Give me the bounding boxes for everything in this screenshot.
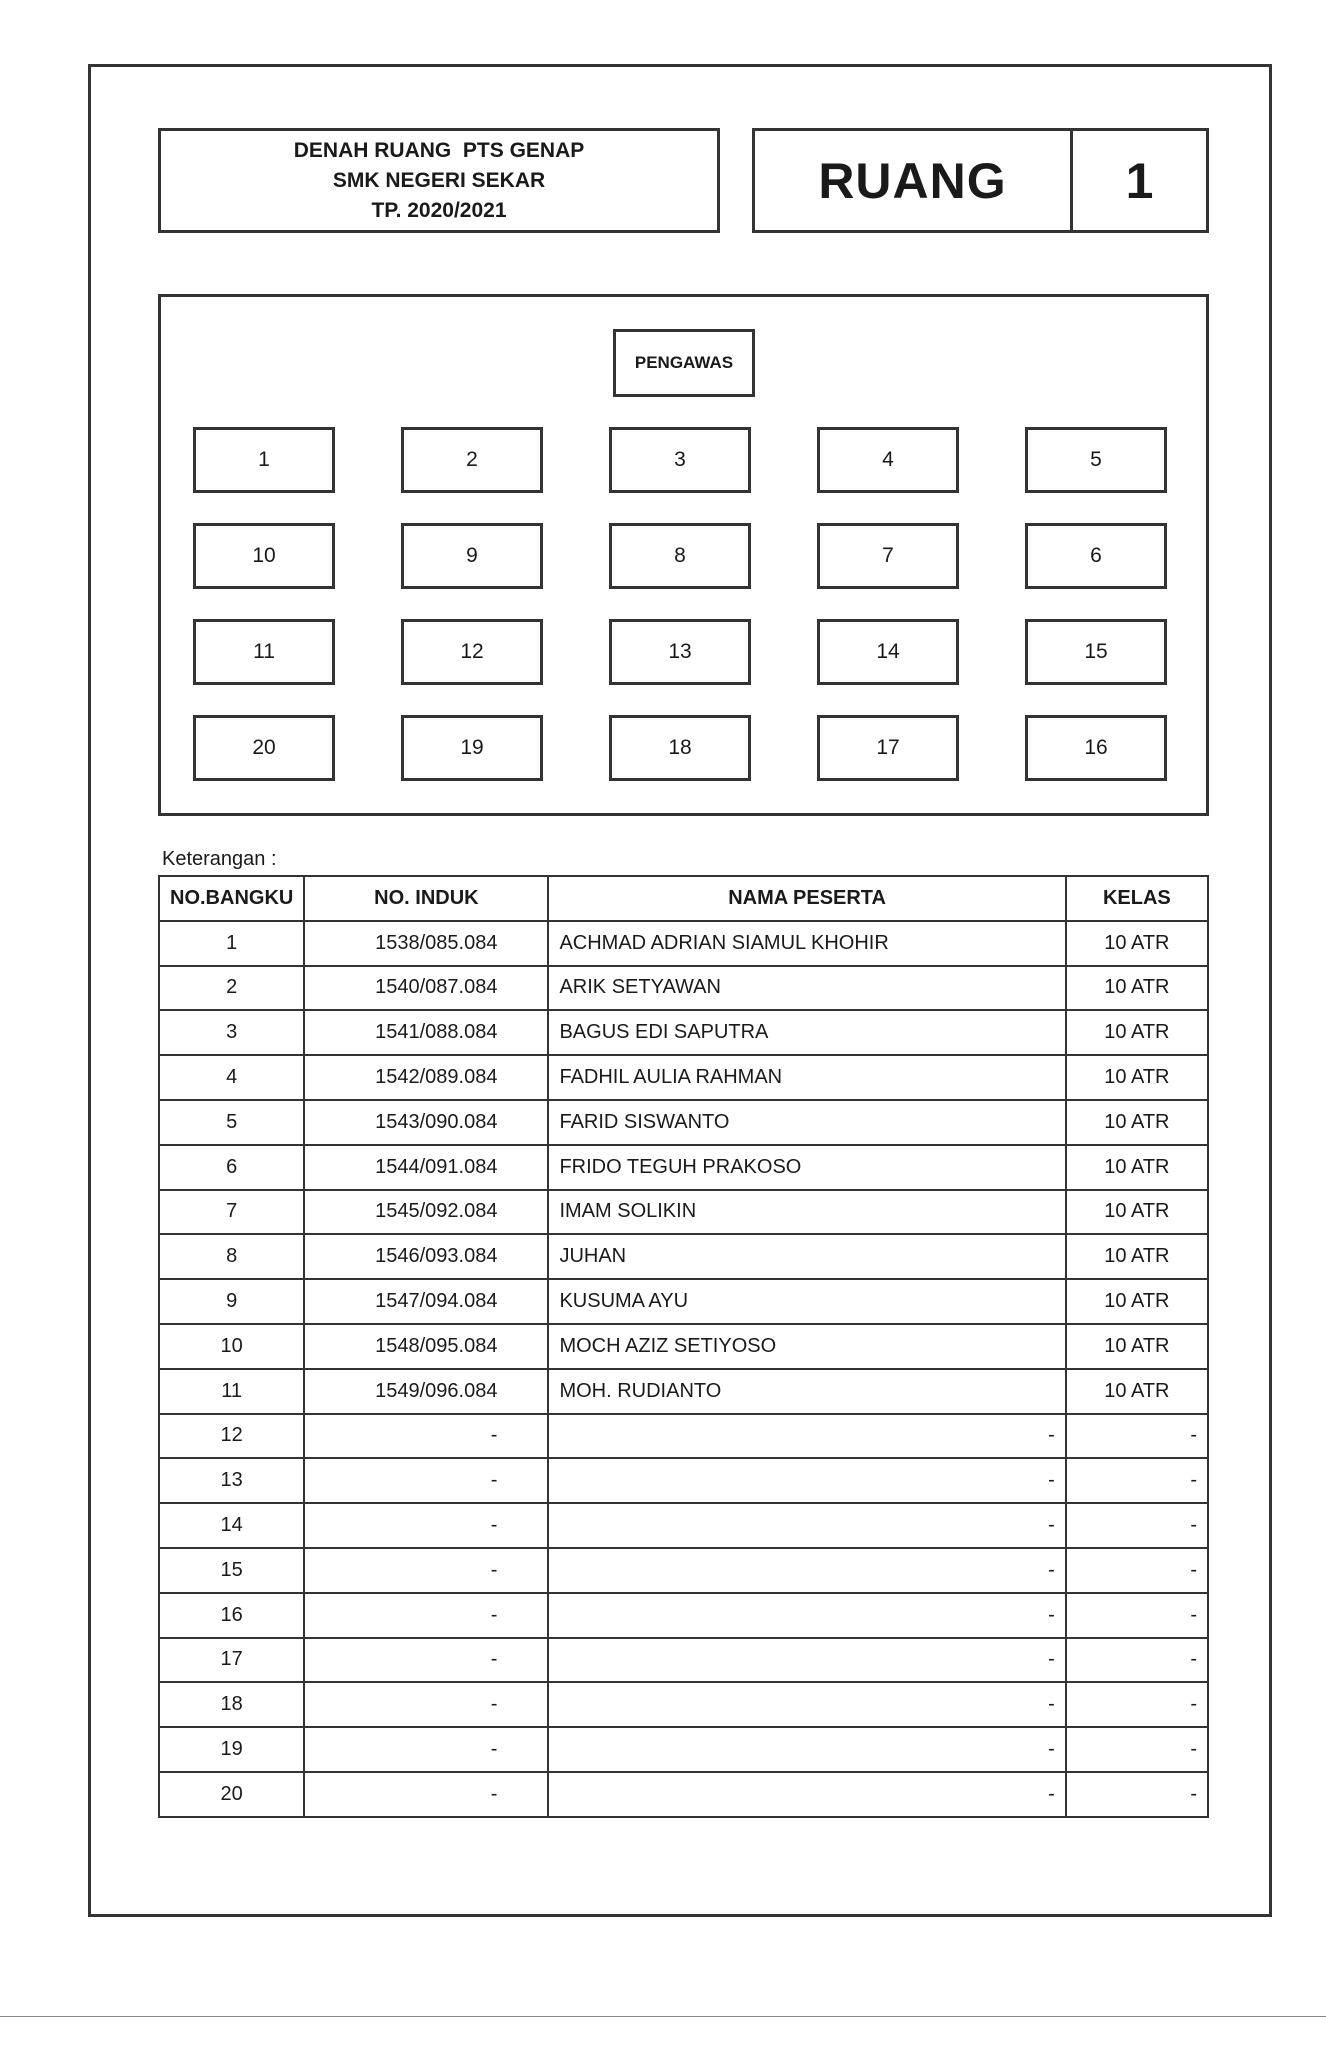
desk-19: 19 bbox=[401, 715, 543, 781]
bench-number-cell: 1 bbox=[159, 921, 304, 966]
bench-number-cell: 13 bbox=[159, 1458, 304, 1503]
student-id-cell: 1549/096.084 bbox=[304, 1369, 548, 1414]
participant-name-cell: - bbox=[548, 1727, 1065, 1772]
participant-name-cell: BAGUS EDI SAPUTRA bbox=[548, 1010, 1065, 1055]
table-row bbox=[159, 1503, 1208, 1548]
participant-name-cell: - bbox=[548, 1682, 1065, 1727]
class-cell: - bbox=[1066, 1548, 1208, 1593]
student-id-cell: 1546/093.084 bbox=[304, 1234, 548, 1279]
desk-16: 16 bbox=[1025, 715, 1167, 781]
desk-9: 9 bbox=[401, 523, 543, 589]
bench-number-cell: 5 bbox=[159, 1100, 304, 1145]
table-row bbox=[159, 1234, 1208, 1279]
student-id-cell: 1547/094.084 bbox=[304, 1279, 548, 1324]
table-row bbox=[159, 1772, 1208, 1817]
participant-name-cell: MOCH AZIZ SETIYOSO bbox=[548, 1324, 1065, 1369]
participant-name-cell: IMAM SOLIKIN bbox=[548, 1190, 1065, 1235]
desk-11: 11 bbox=[193, 619, 335, 685]
class-cell: 10 ATR bbox=[1066, 1100, 1208, 1145]
table-row bbox=[159, 921, 1208, 966]
participant-name-cell: - bbox=[548, 1414, 1065, 1459]
participant-name-cell: - bbox=[548, 1548, 1065, 1593]
desk-8: 8 bbox=[609, 523, 751, 589]
bench-number-cell: 9 bbox=[159, 1279, 304, 1324]
bench-number-cell: 2 bbox=[159, 966, 304, 1011]
class-cell: 10 ATR bbox=[1066, 966, 1208, 1011]
class-cell: 10 ATR bbox=[1066, 1055, 1208, 1100]
class-cell: - bbox=[1066, 1727, 1208, 1772]
participant-name-cell: MOH. RUDIANTO bbox=[548, 1369, 1065, 1414]
class-cell: - bbox=[1066, 1682, 1208, 1727]
bench-number-cell: 6 bbox=[159, 1145, 304, 1190]
desk-5: 5 bbox=[1025, 427, 1167, 493]
student-id-cell: 1543/090.084 bbox=[304, 1100, 548, 1145]
student-id-cell: - bbox=[304, 1548, 548, 1593]
desk-6: 6 bbox=[1025, 523, 1167, 589]
title-line-1: DENAH RUANG PTS GENAP bbox=[293, 138, 585, 162]
class-cell: 10 ATR bbox=[1066, 1324, 1208, 1369]
title-line-2: SMK NEGERI SEKAR bbox=[332, 168, 546, 192]
participant-name-cell: - bbox=[548, 1458, 1065, 1503]
table-row bbox=[159, 1369, 1208, 1414]
student-id-cell: 1541/088.084 bbox=[304, 1010, 548, 1055]
bench-number-cell: 20 bbox=[159, 1772, 304, 1817]
class-cell: 10 ATR bbox=[1066, 1369, 1208, 1414]
table-row bbox=[159, 1727, 1208, 1772]
participant-name-cell: - bbox=[548, 1593, 1065, 1638]
desk-10: 10 bbox=[193, 523, 335, 589]
bench-number-cell: 15 bbox=[159, 1548, 304, 1593]
student-id-cell: 1538/085.084 bbox=[304, 921, 548, 966]
student-id-cell: - bbox=[304, 1727, 548, 1772]
student-id-cell: 1548/095.084 bbox=[304, 1324, 548, 1369]
bench-number-cell: 10 bbox=[159, 1324, 304, 1369]
desk-15: 15 bbox=[1025, 619, 1167, 685]
class-cell: - bbox=[1066, 1593, 1208, 1638]
class-cell: 10 ATR bbox=[1066, 1279, 1208, 1324]
table-row bbox=[159, 1458, 1208, 1503]
desk-13: 13 bbox=[609, 619, 751, 685]
bench-number-cell: 17 bbox=[159, 1638, 304, 1683]
class-cell: 10 ATR bbox=[1066, 1190, 1208, 1235]
bench-number-cell: 3 bbox=[159, 1010, 304, 1055]
student-id-cell: - bbox=[304, 1593, 548, 1638]
bench-number-cell: 18 bbox=[159, 1682, 304, 1727]
desk-17: 17 bbox=[817, 715, 959, 781]
table-row bbox=[159, 1279, 1208, 1324]
student-id-cell: 1542/089.084 bbox=[304, 1055, 548, 1100]
participant-name-cell: FARID SISWANTO bbox=[548, 1100, 1065, 1145]
student-id-cell: - bbox=[304, 1682, 548, 1727]
student-id-cell: 1545/092.084 bbox=[304, 1190, 548, 1235]
student-id-cell: - bbox=[304, 1638, 548, 1683]
participant-name-cell: JUHAN bbox=[548, 1234, 1065, 1279]
desk-7: 7 bbox=[817, 523, 959, 589]
participant-name-cell: ARIK SETYAWAN bbox=[548, 966, 1065, 1011]
room-label: RUANG bbox=[755, 131, 1073, 230]
bench-number-cell: 16 bbox=[159, 1593, 304, 1638]
student-id-cell: - bbox=[304, 1503, 548, 1548]
table-row bbox=[159, 1548, 1208, 1593]
class-cell: - bbox=[1066, 1458, 1208, 1503]
bench-number-cell: 14 bbox=[159, 1503, 304, 1548]
class-cell: 10 ATR bbox=[1066, 1010, 1208, 1055]
student-id-cell: - bbox=[304, 1772, 548, 1817]
class-cell: - bbox=[1066, 1414, 1208, 1459]
header-participant-name: NAMA PESERTA bbox=[548, 876, 1065, 921]
class-cell: - bbox=[1066, 1503, 1208, 1548]
bench-number-cell: 11 bbox=[159, 1369, 304, 1414]
desk-14: 14 bbox=[817, 619, 959, 685]
table-row bbox=[159, 1190, 1208, 1235]
table-row bbox=[159, 1324, 1208, 1369]
supervisor-desk: PENGAWAS bbox=[613, 329, 755, 397]
bench-number-cell: 8 bbox=[159, 1234, 304, 1279]
desk-3: 3 bbox=[609, 427, 751, 493]
participant-name-cell: FADHIL AULIA RAHMAN bbox=[548, 1055, 1065, 1100]
desk-4: 4 bbox=[817, 427, 959, 493]
title-line-3: TP. 2020/2021 bbox=[371, 198, 507, 222]
table-row bbox=[159, 1100, 1208, 1145]
desk-18: 18 bbox=[609, 715, 751, 781]
student-id-cell: - bbox=[304, 1414, 548, 1459]
class-cell: 10 ATR bbox=[1066, 1145, 1208, 1190]
participant-table bbox=[158, 875, 1209, 1818]
header-class: KELAS bbox=[1066, 876, 1208, 921]
participant-name-cell: - bbox=[548, 1638, 1065, 1683]
bench-number-cell: 19 bbox=[159, 1727, 304, 1772]
class-cell: 10 ATR bbox=[1066, 1234, 1208, 1279]
table-row bbox=[159, 1414, 1208, 1459]
desk-1: 1 bbox=[193, 427, 335, 493]
table-row bbox=[159, 1682, 1208, 1727]
student-id-cell: 1544/091.084 bbox=[304, 1145, 548, 1190]
table-body bbox=[159, 921, 1208, 1817]
participant-name-cell: - bbox=[548, 1772, 1065, 1817]
participant-name-cell: ACHMAD ADRIAN SIAMUL KHOHIR bbox=[548, 921, 1065, 966]
class-cell: - bbox=[1066, 1772, 1208, 1817]
note-label: Keterangan : bbox=[162, 848, 277, 870]
participant-name-cell: - bbox=[548, 1503, 1065, 1548]
table-row bbox=[159, 1055, 1208, 1100]
class-cell: 10 ATR bbox=[1066, 921, 1208, 966]
class-cell: - bbox=[1066, 1638, 1208, 1683]
table-row bbox=[159, 966, 1208, 1011]
bench-number-cell: 7 bbox=[159, 1190, 304, 1235]
table-header-row bbox=[159, 876, 1208, 921]
header-student-id: NO. INDUK bbox=[304, 876, 548, 921]
bench-number-cell: 4 bbox=[159, 1055, 304, 1100]
room-number: 1 bbox=[1125, 152, 1154, 209]
room-box bbox=[752, 128, 1209, 233]
room-layout bbox=[158, 294, 1209, 816]
participant-name-cell: KUSUMA AYU bbox=[548, 1279, 1065, 1324]
participant-name-cell: FRIDO TEGUH PRAKOSO bbox=[548, 1145, 1065, 1190]
table-row bbox=[159, 1593, 1208, 1638]
bench-number-cell: 12 bbox=[159, 1414, 304, 1459]
desk-20: 20 bbox=[193, 715, 335, 781]
desk-12: 12 bbox=[401, 619, 543, 685]
table-row bbox=[159, 1145, 1208, 1190]
table-row bbox=[159, 1010, 1208, 1055]
student-id-cell: 1540/087.084 bbox=[304, 966, 548, 1011]
bottom-rule bbox=[0, 2016, 1326, 2017]
student-id-cell: - bbox=[304, 1458, 548, 1503]
header-bench-number: NO.BANGKU bbox=[159, 876, 304, 921]
desk-2: 2 bbox=[401, 427, 543, 493]
title-box bbox=[158, 128, 720, 233]
table-row bbox=[159, 1638, 1208, 1683]
